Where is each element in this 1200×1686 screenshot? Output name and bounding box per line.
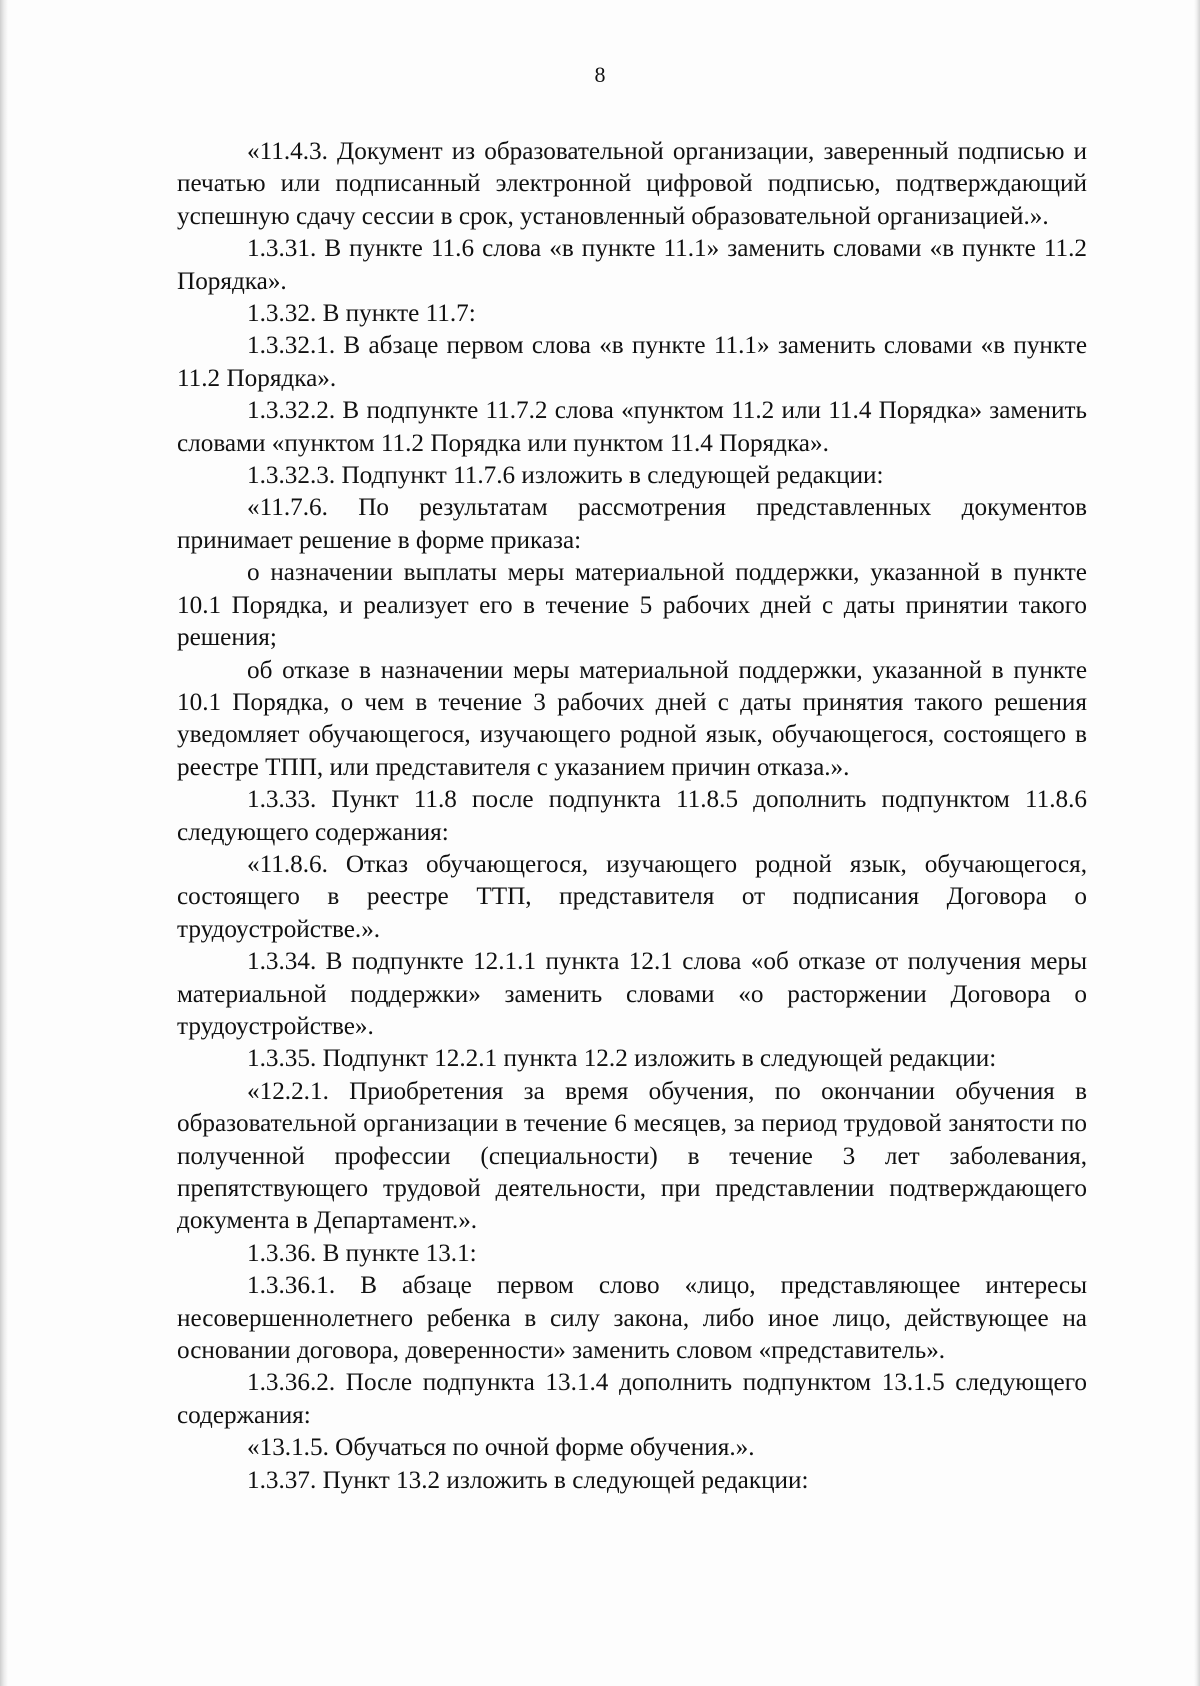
scan-edge-right bbox=[1194, 0, 1200, 1686]
paragraph-1-3-32-3: 1.3.32.3. Подпункт 11.7.6 изложить в следующей редакции: bbox=[247, 462, 884, 490]
paragraph-otkaz: об отказе в назначении меры материальной поддержки, указанной в пункте 10.1 Порядка, о чем в течение 3 рабочих дней с даты принятия такого решения уведомляет обучающегося, изучающего родной язык, обучающегося, состоящего в реестре ТПП, или представителя с указанием причин отказа.». bbox=[177, 656, 1087, 781]
paragraph-13-1-5: «13.1.5. Обучаться по очной форме обучения.». bbox=[247, 1434, 755, 1462]
paragraph-1-3-36: 1.3.36. В пункте 13.1: bbox=[247, 1239, 477, 1267]
paragraph-1-3-31: 1.3.31. В пункте 11.6 слова «в пункте 11.1» заменить словами «в пункте 11.2 Порядка». bbox=[177, 235, 1087, 295]
paragraph-12-2-1: «12.2.1. Приобретения за время обучения, по окончании обучения в образовательной организации в течение 6 месяцев, за период трудовой занятости по полученной профессии (специальности) в течение 3 лет заболевания, препятствующего трудовой деятельности, при представлении подтверждающего документа в Департамент.». bbox=[177, 1077, 1087, 1235]
paragraph-1-3-32-1: 1.3.32.1. В абзаце первом слова «в пункте 11.1» заменить словами «в пункте 11.2 Порядка». bbox=[177, 332, 1087, 392]
document-body bbox=[177, 136, 1087, 1497]
paragraph-11-8-6: «11.8.6. Отказ обучающегося, изучающего родной язык, обучающегося, состоящего в реестре ТТП, представителя от подписания Договора о трудоустройстве.». bbox=[177, 850, 1087, 943]
paragraph-1-3-32-2: 1.3.32.2. В подпункте 11.7.2 слова «пунктом 11.2 или 11.4 Порядка» заменить словами «пунктом 11.2 Порядка или пунктом 11.4 Порядка». bbox=[177, 397, 1087, 457]
paragraph-1-3-37: 1.3.37. Пункт 13.2 изложить в следующей редакции: bbox=[247, 1466, 809, 1494]
scan-edge-left bbox=[0, 0, 8, 1686]
paragraph-naznachenie: о назначении выплаты меры материальной поддержки, указанной в пункте 10.1 Порядка, и реализует его в течение 5 рабочих дней с даты принятии такого решения; bbox=[177, 559, 1087, 652]
paragraph-1-3-32: 1.3.32. В пункте 11.7: bbox=[247, 300, 476, 328]
paragraph-1-3-36-1: 1.3.36.1. В абзаце первом слово «лицо, представляющее интересы несовершеннолетнего ребенка в силу закона, либо иное лицо, действующее на основании договора, доверенности» заменить словом «представитель». bbox=[177, 1272, 1087, 1365]
paragraph-1-3-34: 1.3.34. В подпункте 12.1.1 пункта 12.1 слова «об отказе от получения меры материальной поддержки» заменить словами «о расторжении Договора о трудоустройстве». bbox=[177, 948, 1087, 1040]
paragraph-1-3-33: 1.3.33. Пункт 11.8 после подпункта 11.8.5 дополнить подпунктом 11.8.6 следующего содержания: bbox=[177, 786, 1087, 846]
paragraph-1-3-36-2: 1.3.36.2. После подпункта 13.1.4 дополнить подпунктом 13.1.5 следующего содержания: bbox=[177, 1369, 1087, 1429]
paragraph-1-3-35: 1.3.35. Подпункт 12.2.1 пункта 12.2 изложить в следующей редакции: bbox=[247, 1045, 997, 1073]
page-number: 8 bbox=[594, 62, 606, 87]
paragraph-11-7-6: «11.7.6. По результатам рассмотрения представленных документов принимает решение в форме приказа: bbox=[177, 494, 1087, 554]
paragraph-11-4-3: «11.4.3. Документ из образовательной организации, заверенный подписью и печатью или подписанный электронной цифровой подписью, подтверждающий успешную сдачу сессии в срок, установленный образовательной организацией.». bbox=[177, 138, 1087, 230]
